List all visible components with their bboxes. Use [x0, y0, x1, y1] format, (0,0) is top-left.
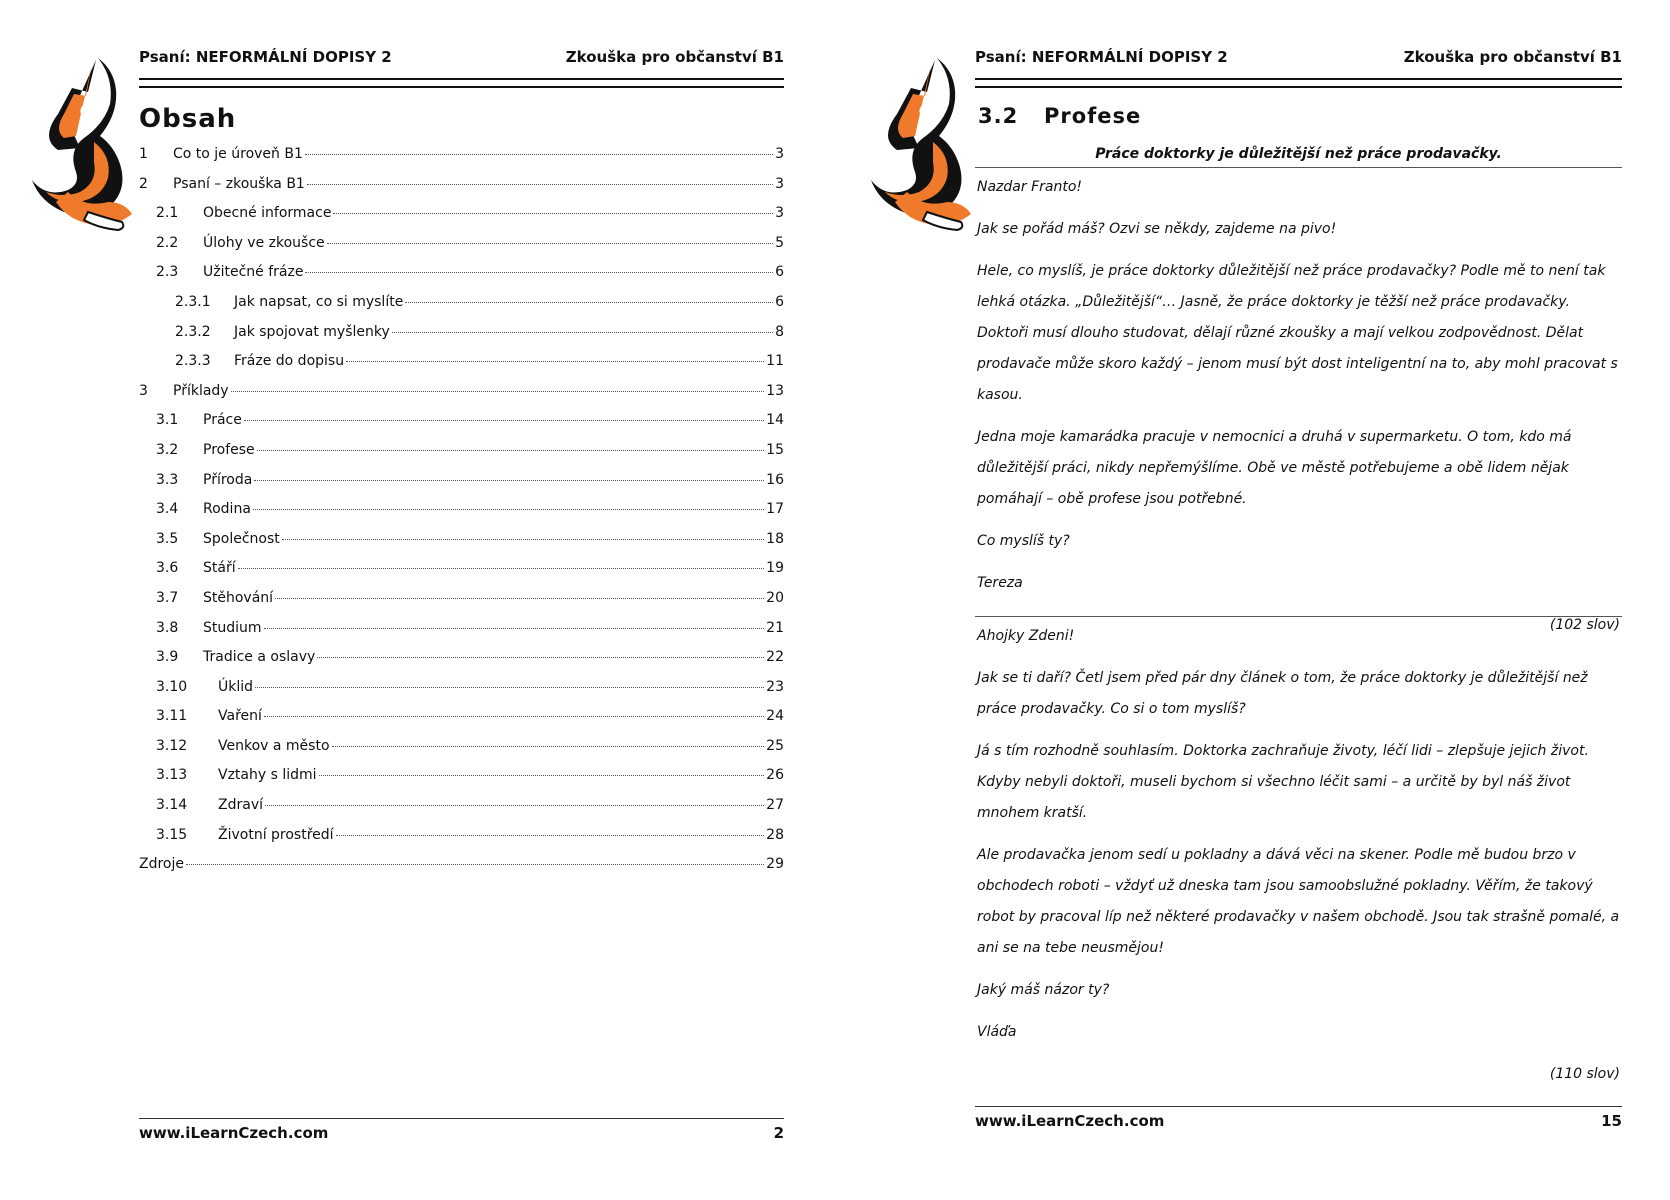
- toc-dot-leader: [392, 332, 773, 333]
- footer-divider: [139, 1118, 784, 1119]
- toc-entry-label: Příroda: [203, 471, 253, 488]
- toc-entry-page: 19: [766, 560, 784, 577]
- toc-entry[interactable]: [139, 264, 784, 294]
- toc-entry-number: 3.7: [156, 589, 179, 606]
- toc-entry-number: 3.1: [156, 412, 179, 429]
- letter-paragraph: Jak se ti daří? Četl jsem před pár dny článek o tom, že práce doktorky je důležitější než práce prodavačky. Co si o tom myslíš?: [977, 670, 1588, 717]
- toc-entry-page: 28: [766, 826, 784, 843]
- toc-entry-number: 3.5: [156, 530, 179, 547]
- toc-entry-page: 11: [766, 353, 784, 370]
- toc-dot-leader: [317, 657, 764, 658]
- toc-entry-page: 3: [775, 146, 784, 162]
- toc-entry-page: 3: [775, 205, 784, 222]
- toc-entry[interactable]: [139, 649, 784, 679]
- toc-entry-number: 3.12: [156, 737, 188, 754]
- toc-entry[interactable]: [139, 856, 784, 886]
- toc-entry-number: 3.4: [156, 501, 179, 518]
- toc-entry-page: 24: [766, 708, 784, 725]
- toc-dot-leader: [186, 864, 764, 865]
- toc-dot-leader: [231, 391, 765, 392]
- toc-entry[interactable]: [139, 531, 784, 561]
- toc-entry[interactable]: [139, 590, 784, 620]
- toc-dot-leader: [255, 687, 764, 688]
- toc-entry-page: 17: [766, 501, 784, 518]
- toc-entry-label: Profese: [203, 441, 255, 458]
- toc-dot-leader: [332, 746, 765, 747]
- toc-entry-label: Jak napsat, co si myslíte: [234, 293, 404, 310]
- letter-paragraph: Ale prodavačka jenom sedí u pokladny a dává věci na skener. Podle mě budou brzo v obchodech roboti – vždyť už dneska tam jsou samoobslužné pokladny. Věřím, že takový robot by pracoval líp než některé prodavačky v našem obchodě. Jsou tak strašně pomalé, a ani se na tebe neusmějou!: [977, 847, 1620, 956]
- toc-entry[interactable]: [139, 176, 784, 206]
- toc-entry-label: Životní prostředí: [218, 826, 334, 843]
- toc-entry[interactable]: [139, 679, 784, 709]
- toc-entry-page: 25: [766, 737, 784, 754]
- toc-dot-leader: [346, 361, 764, 362]
- toc-entry-label: Rodina: [203, 501, 251, 518]
- toc-entry-page: 27: [766, 797, 784, 814]
- toc-entry[interactable]: [139, 620, 784, 650]
- toc-dot-leader: [282, 539, 764, 540]
- word-count: (110 slov): [1549, 1066, 1620, 1082]
- toc-entry-number: 3.13: [156, 767, 188, 784]
- header-title: Psaní: NEFORMÁLNÍ DOPISY 2: [139, 48, 392, 66]
- toc-entry-number: 1: [139, 146, 148, 162]
- toc-entry-label: Úklid: [218, 678, 254, 695]
- page-header: [139, 48, 784, 66]
- page-header: [975, 48, 1622, 66]
- toc-dot-leader: [319, 775, 765, 776]
- toc-entry-label: Zdraví: [218, 797, 263, 814]
- toc-entry-label: Stěhování: [203, 589, 274, 606]
- toc-entry-page: 6: [775, 264, 784, 281]
- toc-entry-label: Užitečné fráze: [203, 264, 304, 281]
- toc-title: Obsah: [139, 104, 237, 134]
- toc-entry[interactable]: [139, 324, 784, 354]
- toc-entry-label: Úlohy ve zkoušce: [203, 234, 325, 251]
- header-divider: [975, 78, 1622, 88]
- footer-divider: [975, 1106, 1622, 1107]
- toc-entry-number: 3.15: [156, 826, 188, 843]
- toc-dot-leader: [265, 805, 764, 806]
- toc-entry[interactable]: [139, 827, 784, 857]
- toc-dot-leader: [257, 450, 765, 451]
- toc-entry[interactable]: [139, 560, 784, 590]
- prompt-divider: [975, 167, 1622, 168]
- letter-paragraph: Jak se pořád máš? Ozvi se někdy, zajdeme na pivo!: [977, 221, 1337, 237]
- fox-logo-icon: [867, 52, 977, 232]
- toc-entry-page: 20: [766, 589, 784, 606]
- letter-paragraph: Hele, co myslíš, je práce doktorky důležitější než práce prodavačky? Podle mě to není tak lehká otázka. „Důležitější“… Jasně, že práce doktorky je těžší než práce prodavačky. Doktoři musí dlouho studovat, dělají různé zkoušky a mají velkou zodpovědnost. Dělat prodavače může skoro každý – jenom musí být dost inteligentní na to, aby mohl pracovat s kasou.: [977, 263, 1618, 403]
- page-number: 15: [1601, 1112, 1622, 1130]
- toc-entry-label: Studium: [203, 619, 262, 636]
- toc-entry-label: Zdroje: [139, 856, 184, 873]
- toc-entry-number: 3.9: [156, 649, 179, 666]
- toc-entry-number: 2.3.2: [175, 323, 211, 340]
- toc-entry[interactable]: [139, 501, 784, 531]
- letter-divider: [975, 616, 1622, 617]
- toc-dot-leader: [264, 716, 764, 717]
- toc-entry-label: Psaní – zkouška B1: [173, 175, 305, 192]
- letter-paragraph: Co myslíš ty?: [977, 533, 1070, 549]
- table-of-contents: [139, 146, 784, 886]
- toc-entry[interactable]: [139, 412, 784, 442]
- toc-entry[interactable]: [139, 353, 784, 383]
- letter-paragraph: Jedna moje kamarádka pracuje v nemocnici a druhá v supermarketu. O tom, kdo má důležitější práci, nikdy nepřemýšlíme. Obě ve městě potřebujeme a obě lidem nějak pomáhají – obě profese jsou potřebné.: [977, 429, 1572, 507]
- toc-dot-leader: [244, 420, 764, 421]
- toc-dot-leader: [305, 272, 773, 273]
- section-number: 3.2: [978, 104, 1019, 128]
- fox-logo-icon: [28, 52, 138, 232]
- toc-entry-page: 26: [766, 767, 784, 784]
- word-count: (102 slov): [1549, 617, 1620, 633]
- toc-entry-page: 13: [766, 382, 784, 399]
- toc-entry-label: Společnost: [203, 530, 280, 547]
- toc-entry-label: Příklady: [173, 382, 229, 399]
- toc-entry-number: 2: [139, 175, 148, 192]
- letter-paragraph: Jaký máš názor ty?: [977, 982, 1110, 998]
- toc-entry-label: Co to je úroveň B1: [173, 146, 303, 162]
- toc-dot-leader: [264, 628, 765, 629]
- toc-dot-leader: [253, 509, 764, 510]
- toc-entry-number: 3.2: [156, 441, 179, 458]
- toc-entry-number: 3: [139, 382, 148, 399]
- toc-entry-label: Stáří: [203, 560, 236, 577]
- toc-entry-page: 16: [766, 471, 784, 488]
- toc-entry-page: 8: [775, 323, 784, 340]
- toc-entry[interactable]: [139, 767, 784, 797]
- letter-paragraph: Vláďa: [977, 1024, 1017, 1040]
- toc-entry[interactable]: [139, 235, 784, 265]
- header-exam: Zkouška pro občanství B1: [565, 48, 784, 66]
- header-exam: Zkouška pro občanství B1: [1403, 48, 1622, 66]
- page-number: 2: [773, 1124, 784, 1142]
- toc-entry-label: Tradice a oslavy: [203, 649, 316, 666]
- letter-paragraph: Nazdar Franto!: [977, 179, 1082, 195]
- toc-entry-number: 2.3.1: [175, 293, 211, 310]
- letter-paragraph: Ahojky Zdeni!: [977, 628, 1075, 644]
- toc-entry-page: 29: [766, 856, 784, 873]
- toc-entry[interactable]: [139, 205, 784, 235]
- toc-entry[interactable]: [139, 383, 784, 413]
- header-title: Psaní: NEFORMÁLNÍ DOPISY 2: [975, 48, 1228, 66]
- toc-entry-page: 14: [766, 412, 784, 429]
- toc-entry[interactable]: [139, 797, 784, 827]
- toc-entry-number: 2.2: [156, 234, 179, 251]
- toc-dot-leader: [327, 243, 773, 244]
- letter-prompt: Práce doktorky je důležitější než práce prodavačky.: [1095, 146, 1502, 162]
- toc-dot-leader: [307, 184, 773, 185]
- toc-entry[interactable]: [139, 442, 784, 472]
- toc-entry[interactable]: [139, 146, 784, 176]
- toc-entry-number: 3.6: [156, 560, 179, 577]
- toc-entry-number: 3.8: [156, 619, 179, 636]
- toc-entry-number: 2.3: [156, 264, 179, 281]
- letter-2: [977, 621, 1620, 1101]
- toc-dot-leader: [254, 480, 764, 481]
- header-divider: [139, 78, 784, 88]
- toc-entry-label: Vztahy s lidmi: [218, 767, 317, 784]
- page-footer: [139, 1124, 784, 1142]
- toc-entry[interactable]: [139, 708, 784, 738]
- section-title: Profese: [1044, 104, 1142, 128]
- toc-entry-label: Jak spojovat myšlenky: [234, 323, 390, 340]
- section-heading: [978, 104, 1141, 128]
- toc-dot-leader: [405, 302, 773, 303]
- toc-dot-leader: [305, 154, 773, 155]
- toc-entry-number: 2.3.3: [175, 353, 211, 370]
- toc-entry-label: Práce: [203, 412, 242, 429]
- toc-entry-page: 5: [775, 234, 784, 251]
- toc-entry-number: 2.1: [156, 205, 179, 222]
- letter-1: [977, 172, 1620, 652]
- toc-entry-page: 3: [775, 175, 784, 192]
- toc-dot-leader: [336, 835, 765, 836]
- toc-entry-page: 23: [766, 678, 784, 695]
- footer-website-link[interactable]: www.iLearnCzech.com: [139, 1124, 329, 1142]
- toc-entry-page: 18: [766, 530, 784, 547]
- toc-entry-number: 3.3: [156, 471, 179, 488]
- toc-entry-page: 21: [766, 619, 784, 636]
- toc-entry-page: 6: [775, 293, 784, 310]
- toc-entry[interactable]: [139, 472, 784, 502]
- toc-entry-label: Vaření: [218, 708, 262, 725]
- toc-entry-number: 3.14: [156, 797, 188, 814]
- toc-entry-label: Obecné informace: [203, 205, 332, 222]
- letter-paragraph: Tereza: [977, 575, 1023, 591]
- toc-entry-number: 3.10: [156, 678, 188, 695]
- toc-dot-leader: [333, 213, 773, 214]
- toc-entry[interactable]: [139, 738, 784, 768]
- toc-entry-label: Fráze do dopisu: [234, 353, 345, 370]
- toc-entry-page: 15: [766, 441, 784, 458]
- footer-website-link[interactable]: www.iLearnCzech.com: [975, 1112, 1165, 1130]
- page-footer: [975, 1112, 1622, 1130]
- toc-entry-label: Venkov a město: [218, 737, 330, 754]
- toc-dot-leader: [275, 598, 764, 599]
- right-page: [835, 0, 1670, 1200]
- toc-entry[interactable]: [139, 294, 784, 324]
- letter-paragraph: Já s tím rozhodně souhlasím. Doktorka zachraňuje životy, léčí lidi – zlepšuje jejich život. Kdyby nebyli doktoři, museli bychom si všechno léčit sami – a určitě by byl náš život mnohem kratší.: [977, 743, 1589, 821]
- toc-entry-number: 3.11: [156, 708, 188, 725]
- toc-dot-leader: [238, 568, 765, 569]
- toc-entry-page: 22: [766, 649, 784, 666]
